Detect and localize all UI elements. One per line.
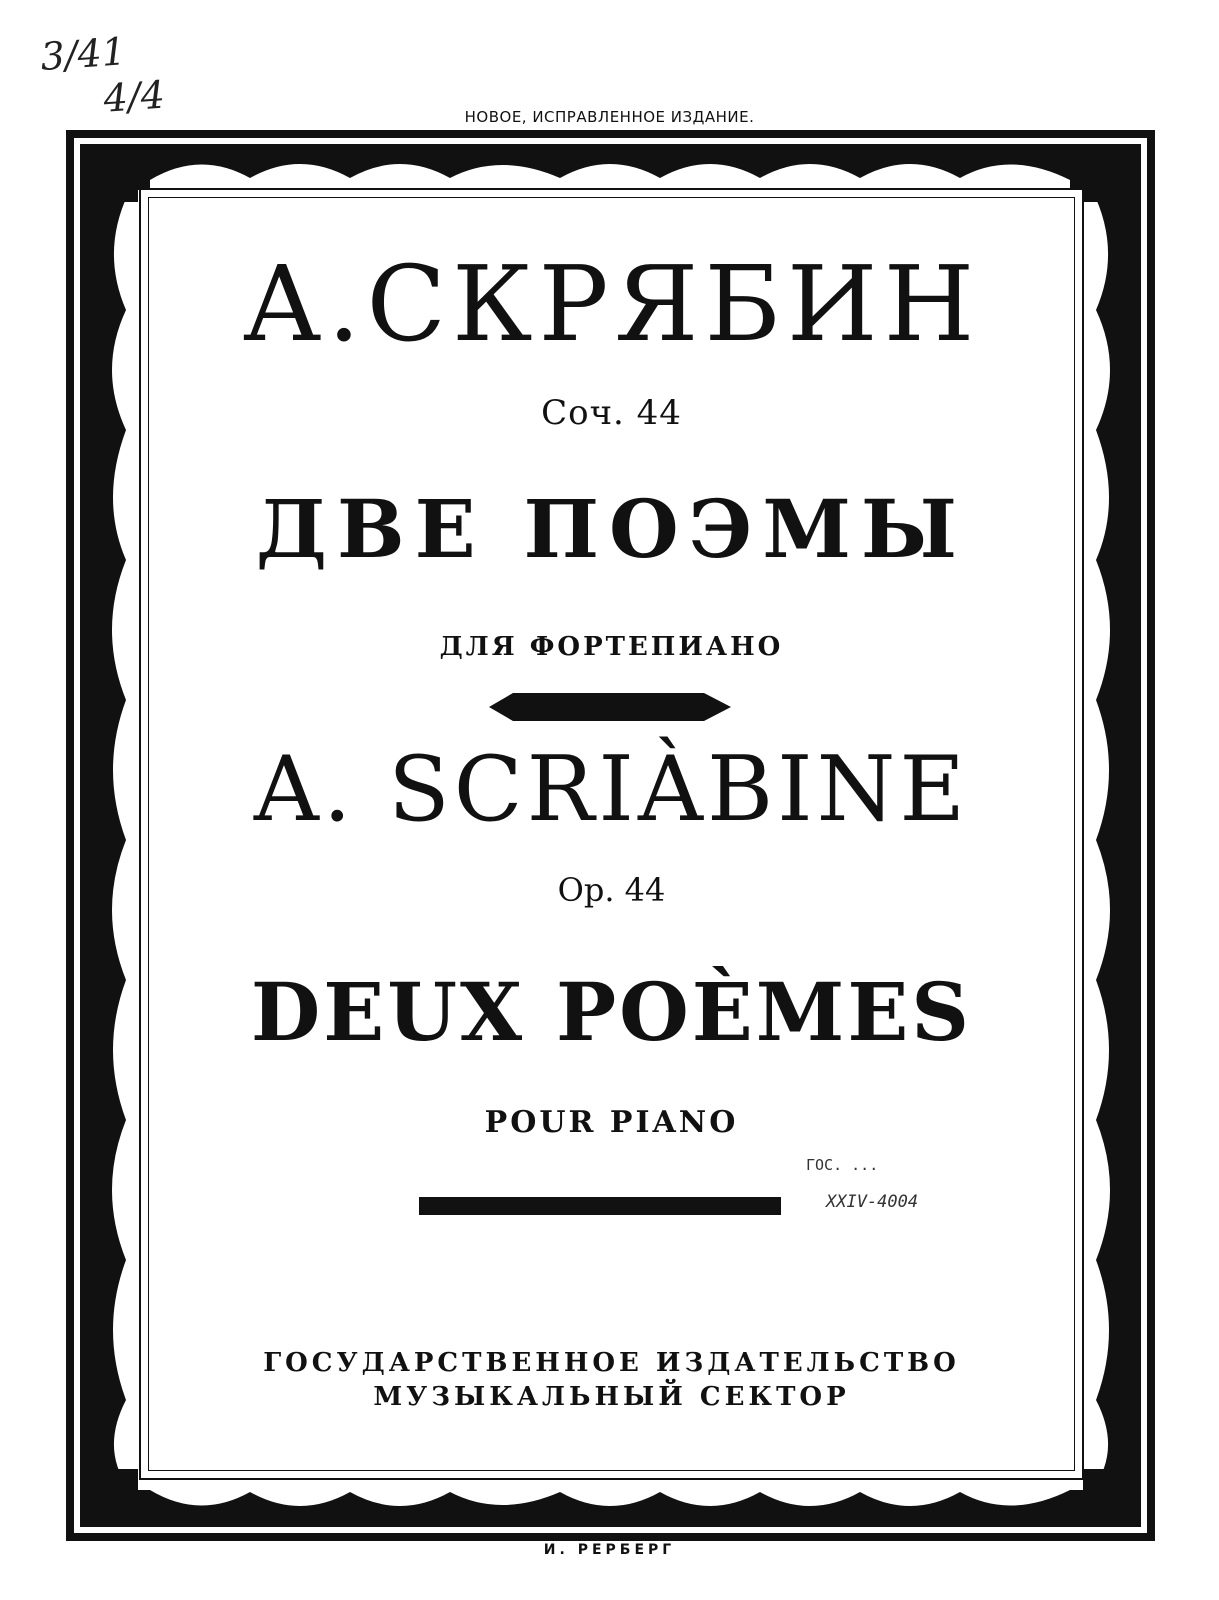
instrument-fr: POUR PIANO [484,1105,739,1140]
printer-imprint: И. РЕРБЕРГ [543,1542,676,1558]
composer-name-ru: А.СКРЯБИН [242,243,981,365]
work-title-ru: ДВЕ ПОЭМЫ [255,482,968,576]
publisher-line-1: ГОСУДАРСТВЕННОЕ ИЗДАТЕЛЬСТВО [263,1348,960,1378]
work-title-fr: DEUX POÈMES [250,965,973,1059]
opus-number-ru: Соч. 44 [541,393,682,433]
edition-note: НОВОЕ, ИСПРАВЛЕННОЕ ИЗДАНИЕ. [464,108,755,126]
composer-name-fr: A. SCRIÀBINE [253,737,970,842]
instrument-ru: ДЛЯ ФОРТЕПИАНО [439,632,784,662]
publisher-line-2: МУЗЫКАЛЬНЫЙ СЕКТОР [373,1382,850,1412]
library-stamp [786,1150,976,1220]
diamond-ornament [139,687,1084,727]
handwritten-shelfmark [39,22,219,183]
stamp-line-2: XXIV-4004 [826,1192,919,1212]
stamp-line-1: ГОС. ... [806,1156,879,1174]
divider-bar [419,1197,781,1215]
opus-number-fr: Op. 44 [557,871,666,909]
shelfmark-line-1: 3/41 [39,29,128,80]
shelfmark-line-2: 4/4 [102,72,167,121]
